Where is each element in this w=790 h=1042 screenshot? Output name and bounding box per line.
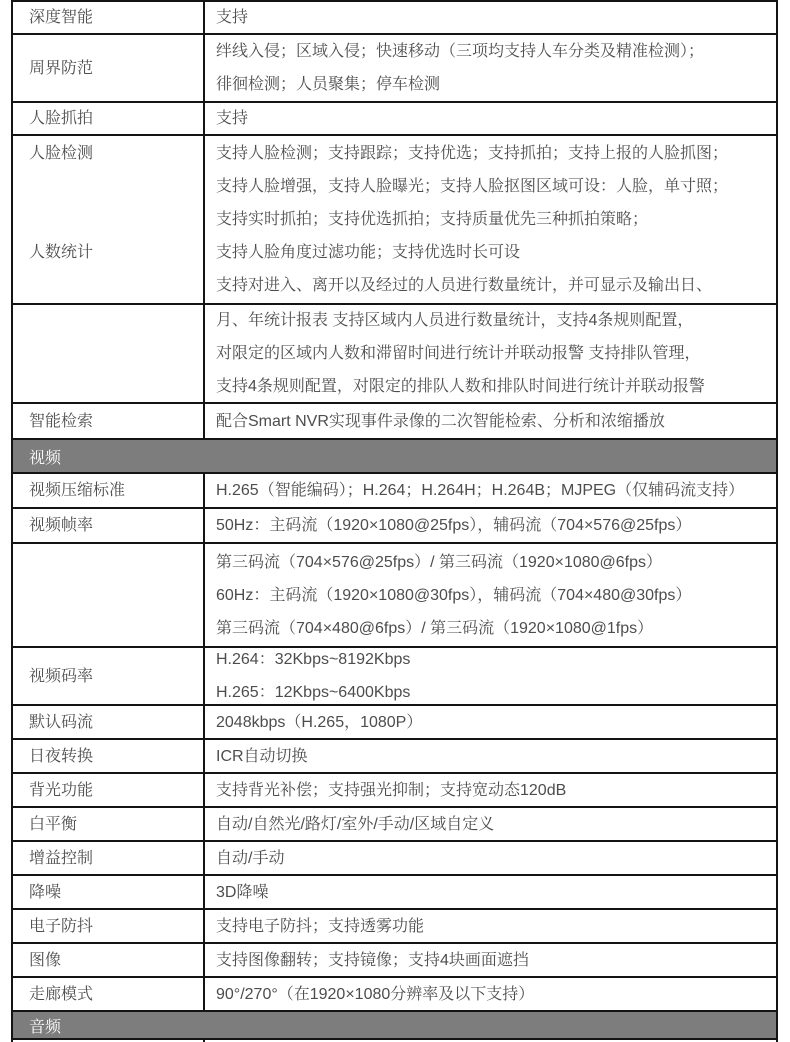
row-value-line: 60Hz：主码流（1920×1080@30fps），辅码流（704×480@30fps） [216, 586, 692, 604]
row-label [13, 978, 205, 1010]
table-row-video-compression [13, 474, 776, 509]
row-value-line: 支持4条规则配置，对限定的排队人数和排队时间进行统计并联动报警 [216, 378, 705, 395]
row-label-text: 走廊模式 [29, 985, 94, 1003]
row-label-text: 视频压缩标准 [29, 482, 126, 499]
row-label [13, 305, 205, 402]
row-value-line: 支持对进入、离开以及经过的人员进行数量统计，并可显示及输出日、 [216, 277, 713, 294]
row-value-line: H.265（智能编码）；H.264；H.264H；H.264B；MJPEG（仅辅码流支持） [216, 482, 745, 499]
row-value-line: 支持人脸角度过滤功能；支持优选时长可设 [216, 244, 521, 261]
section-header-audio: 音频 [13, 1012, 776, 1040]
row-value-line: 支持背光补偿；支持强光抑制；支持宽动态120dB [216, 781, 567, 799]
table-row-face-detection-people-counting [13, 136, 776, 305]
row-value-line: 90°/270°（在1920×1080分辨率及以下支持） [216, 985, 535, 1003]
row-value-line: 支持电子防抖；支持透雾功能 [216, 917, 425, 935]
row-label [13, 2, 205, 33]
row-label [13, 774, 205, 806]
table-row-noise-reduction [13, 876, 776, 910]
row-label-text: 电子防抖 [29, 917, 94, 935]
row-label-text [29, 337, 203, 370]
row-label-text: 人脸检测 [29, 145, 94, 162]
table-row-smart-search [13, 404, 776, 440]
table-row-backlight [13, 774, 776, 808]
row-label-text: 深度智能 [29, 9, 94, 26]
row-label [13, 544, 205, 646]
row-label-text: 视频帧率 [29, 517, 94, 534]
table-row-image-stabilization [13, 910, 776, 944]
row-label [13, 509, 205, 542]
table-row-perimeter-protection [13, 35, 776, 103]
row-label [13, 706, 205, 738]
row-value-line: 支持 [216, 9, 249, 26]
row-label-text: 白平衡 [29, 815, 78, 833]
row-label2-text: 人数统计 [29, 244, 94, 261]
row-label-text: 降噪 [29, 883, 62, 901]
row-label-text: 增益控制 [29, 849, 94, 867]
table-row-face-capture [13, 103, 776, 136]
row-label [13, 404, 205, 438]
table-row-day-night [13, 740, 776, 774]
row-label-text: 背光功能 [29, 781, 94, 799]
table-row-video-framerate-continued [13, 544, 776, 648]
row-value-line: 对限定的区域内人数和滞留时间进行统计并联动报警 支持排队管理， [216, 345, 701, 362]
table-row-white-balance [13, 808, 776, 842]
row-value-line: 3D降噪 [216, 883, 269, 901]
row-value-line: 自动/自然光/路灯/室外/手动/区域自定义 [216, 815, 495, 833]
table-row-people-counting-continued [13, 305, 776, 404]
row-label [13, 740, 205, 772]
row-label [13, 808, 205, 840]
row-value-line: 第三码流（704×576@25fps）/ 第三码流（1920×1080@6fps） [216, 553, 663, 571]
table-row-video-framerate [13, 509, 776, 544]
section-header-video: 视频 [13, 440, 776, 474]
row-value-line: 自动/手动 [216, 849, 285, 867]
row-label [13, 944, 205, 976]
row-value-line: 月、年统计报表 支持区域内人员进行数量统计，支持4条规则配置， [216, 312, 694, 329]
row-value-line: 支持 [216, 110, 249, 127]
table-row-deep-intelligence [13, 2, 776, 35]
row-value-line: ICR自动切换 [216, 747, 308, 765]
row-label [13, 876, 205, 908]
row-label [13, 648, 205, 704]
table-row-gain-control [13, 842, 776, 876]
table-row-image [13, 944, 776, 978]
row-label [13, 910, 205, 942]
row-value-line: 第三码流（704×480@6fps）/ 第三码流（1920×1080@1fps） [216, 619, 654, 637]
row-label-text: 周界防范 [29, 59, 94, 77]
row-value-line: 配合Smart NVR实现事件录像的二次智能检索、分析和浓缩播放 [216, 412, 665, 430]
row-label-text [29, 579, 203, 612]
row-value-line: H.264：32Kbps~8192Kbps [216, 651, 411, 668]
spec-table [11, 0, 778, 1042]
row-value-line: 50Hz：主码流（1920×1080@25fps），辅码流（704×576@25fps） [216, 517, 692, 534]
row-value-line: 2048kbps（H.265，1080P） [216, 713, 423, 731]
row-label-text: 人脸抓拍 [29, 110, 94, 127]
row-value-line: 支持图像翻转；支持镜像；支持4块画面遮挡 [216, 951, 529, 969]
row-value-line: 支持人脸增强，支持人脸曝光；支持人脸抠图区域可设：人脸，单寸照； [216, 178, 729, 195]
table-row-video-bitrate [13, 648, 776, 706]
row-label-text: 日夜转换 [29, 747, 94, 765]
row-value-line: 徘徊检测；人员聚集；停车检测 [216, 76, 441, 93]
row-label [13, 103, 205, 134]
row-value-line: 绊线入侵；区域入侵；快速移动（三项均支持人车分类及精准检测）； [216, 43, 705, 60]
row-label-text: 视频码率 [29, 667, 94, 685]
row-label-text: 图像 [29, 951, 62, 969]
row-value-line: 支持人脸检测；支持跟踪；支持优选；支持抓拍；支持上报的人脸抓图； [216, 145, 729, 162]
row-label-text: 默认码流 [29, 713, 94, 731]
row-value-line: 支持实时抓拍；支持优选抓拍；支持质量优先三种抓拍策略； [216, 211, 649, 228]
table-row-default-stream [13, 706, 776, 740]
row-label [13, 136, 205, 303]
row-value-line: H.265：12Kbps~6400Kbps [216, 684, 411, 701]
row-label [13, 35, 205, 101]
row-label-text: 智能检索 [29, 412, 94, 430]
table-row-corridor-mode [13, 978, 776, 1012]
row-label [13, 474, 205, 507]
row-label [13, 842, 205, 874]
